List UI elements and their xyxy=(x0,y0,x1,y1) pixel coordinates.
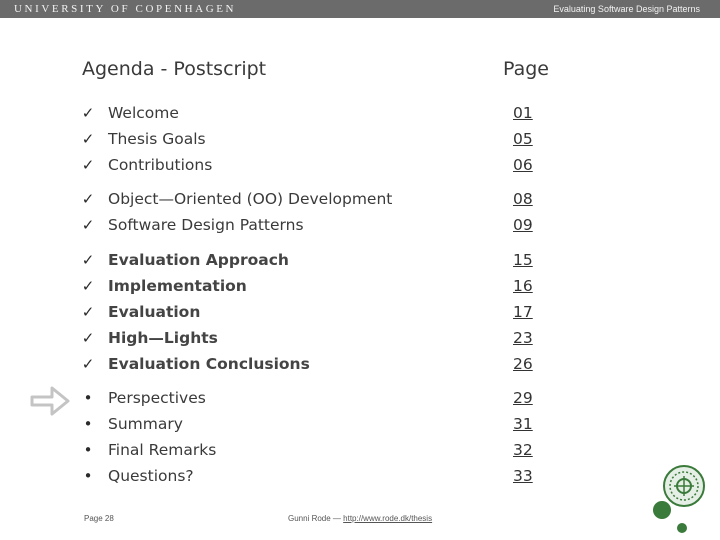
agenda-item-label: High—Lights xyxy=(108,329,218,347)
agenda-item-page-link[interactable]: 23 xyxy=(513,329,533,347)
checkmark-icon: ✓ xyxy=(81,104,95,122)
checkmark-icon: ✓ xyxy=(81,251,95,269)
agenda-item xyxy=(0,152,720,178)
course-title: Evaluating Software Design Patterns xyxy=(553,4,700,14)
checkmark-icon: ✓ xyxy=(81,355,95,373)
agenda-item xyxy=(0,247,720,273)
agenda-item-label: Object—Oriented (OO) Development xyxy=(108,190,393,208)
agenda-item-label: Contributions xyxy=(108,156,213,174)
checkmark-icon: ✓ xyxy=(81,190,95,208)
checkmark-icon: ✓ xyxy=(81,156,95,174)
agenda-item-page-link[interactable]: 15 xyxy=(513,251,533,269)
agenda-item-label: Software Design Patterns xyxy=(108,216,304,234)
agenda-item-label: Welcome xyxy=(108,104,179,122)
agenda-item-label: Implementation xyxy=(108,277,247,295)
agenda-item-page-link[interactable]: 01 xyxy=(513,104,533,122)
footer-page-number: Page 28 xyxy=(84,514,114,523)
bullet-icon: • xyxy=(83,441,93,459)
university-name: UNIVERSITY OF COPENHAGEN xyxy=(14,3,237,15)
agenda-item-label: Evaluation Conclusions xyxy=(108,355,310,373)
footer-author xyxy=(288,514,432,523)
agenda-item xyxy=(0,126,720,152)
university-seal-icon xyxy=(648,462,720,540)
agenda-item-label: Questions? xyxy=(108,467,194,485)
agenda-item-page-link[interactable]: 08 xyxy=(513,190,533,208)
agenda-item xyxy=(0,186,720,212)
agenda-item xyxy=(0,325,720,351)
agenda-item-page-link[interactable]: 06 xyxy=(513,156,533,174)
checkmark-icon: ✓ xyxy=(81,277,95,295)
agenda-item-page-link[interactable]: 32 xyxy=(513,441,533,459)
agenda-item-label: Thesis Goals xyxy=(108,130,206,148)
bullet-icon: • xyxy=(83,389,93,407)
agenda-item-page-link[interactable]: 31 xyxy=(513,415,533,433)
checkmark-icon: ✓ xyxy=(81,216,95,234)
agenda-item-label: Summary xyxy=(108,415,183,433)
agenda-item xyxy=(0,299,720,325)
agenda-item xyxy=(0,273,720,299)
agenda-item-label: Evaluation Approach xyxy=(108,251,289,269)
agenda-item-label: Evaluation xyxy=(108,303,201,321)
agenda-item-page-link[interactable]: 17 xyxy=(513,303,533,321)
footer-url-link[interactable]: http://www.rode.dk/thesis xyxy=(343,514,433,523)
agenda-item-page-link[interactable]: 09 xyxy=(513,216,533,234)
agenda-item xyxy=(0,212,720,238)
agenda-item xyxy=(0,411,720,437)
bullet-icon: • xyxy=(83,467,93,485)
agenda-item-page-link[interactable]: 05 xyxy=(513,130,533,148)
agenda-item-page-link[interactable]: 29 xyxy=(513,389,533,407)
header-bar xyxy=(0,0,720,18)
checkmark-icon: ✓ xyxy=(81,130,95,148)
agenda-item xyxy=(0,437,720,463)
agenda-item-label: Final Remarks xyxy=(108,441,217,459)
agenda-item xyxy=(0,463,720,489)
agenda-item xyxy=(0,385,720,411)
agenda-item-page-link[interactable]: 26 xyxy=(513,355,533,373)
agenda-item-page-link[interactable]: 33 xyxy=(513,467,533,485)
bullet-icon: • xyxy=(83,415,93,433)
page-column-header: Page xyxy=(503,58,549,80)
agenda-item xyxy=(0,351,720,377)
agenda-item-page-link[interactable]: 16 xyxy=(513,277,533,295)
page-title: Agenda - Postscript xyxy=(82,58,267,80)
agenda-item-label: Perspectives xyxy=(108,389,206,407)
checkmark-icon: ✓ xyxy=(81,303,95,321)
footer-author-name: Gunni Rode — xyxy=(288,514,341,523)
right-arrow-icon xyxy=(30,384,70,418)
agenda-item xyxy=(0,100,720,126)
checkmark-icon: ✓ xyxy=(81,329,95,347)
